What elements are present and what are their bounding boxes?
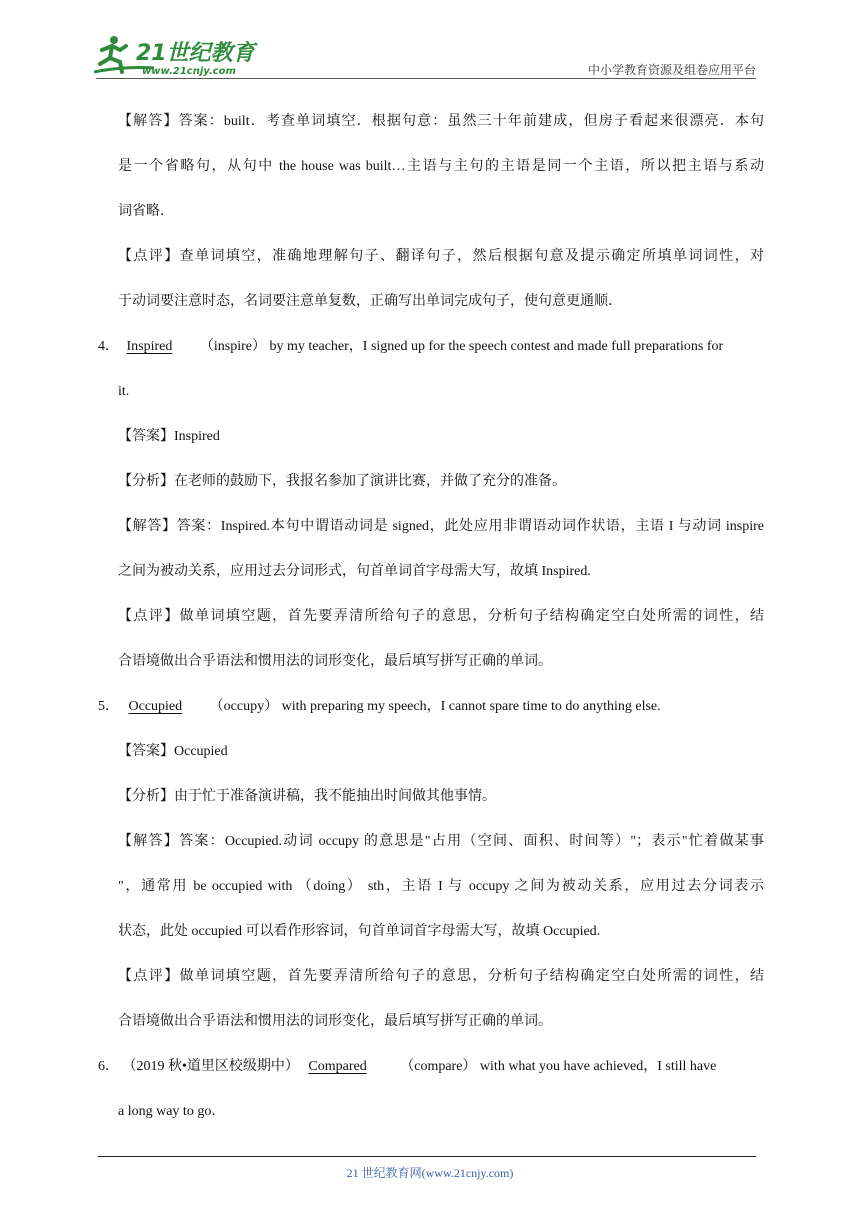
svg-text:21世纪教育: 21世纪教育 <box>136 41 255 66</box>
question-5-stem <box>98 697 661 717</box>
answer-blank: Compared <box>308 1059 367 1074</box>
q4-analysis: 【分析】在老师的鼓励下，我报名参加了演讲比赛，并做了充分的准备。 <box>118 474 566 489</box>
footer-divider <box>98 1156 756 1157</box>
q5-jieda-line2: "，通常用 be occupied with （doing） sth，主语 I 与 occupy 之间为被动关系，应用过去分词表示 <box>118 879 764 894</box>
q4-dianping-line1: 【点评】做单词填空题，首先要弄清所给句子的意思，分析句子结构确定空白处所需的词性，结 <box>118 609 764 624</box>
question-number: 6． <box>98 1059 119 1074</box>
q5-jieda-line3: 状态，此处 occupied 可以看作形容词，句首单词首字母需大写，故填 Occupied. <box>118 924 601 939</box>
q4-answer: 【答案】Inspired <box>118 429 220 444</box>
q4-jieda-line2: 之间为被动关系，应用过去分词形式，句首单词首字母需大写，故填 Inspired. <box>118 564 591 579</box>
question-number: 5． <box>98 699 119 714</box>
page-header <box>0 0 860 82</box>
q3-jieda-line3: 词省略． <box>118 204 174 219</box>
answer-blank: Occupied <box>128 699 183 714</box>
q5-jieda-line1: 【解答】答案：Occupied.动词 occupy 的意思是"占用（空间、面积、时间等）"；表示"忙着做某事 <box>118 834 764 849</box>
svg-text:www.21cnjy.com: www.21cnjy.com <box>142 66 236 77</box>
q4-jieda-line1: 【解答】答案：Inspired.本句中谓语动词是 signed，此处应用非谓语动词作状语，主语 I 与动词 inspire <box>118 519 764 534</box>
runner-logo-icon <box>94 34 264 78</box>
question-source: （2019 秋•道里区校级期中） <box>122 1059 299 1074</box>
q3-jieda-line1: 【解答】答案：built．考查单词填空．根据句意：虽然三十年前建成，但房子看起来很漂亮．本句 <box>118 114 764 129</box>
header-divider <box>96 78 756 79</box>
q5-analysis: 【分析】由于忙于准备演讲稿，我不能抽出时间做其他事情。 <box>118 789 496 804</box>
q4-dianping-line2: 合语境做出合乎语法和惯用法的词形变化，最后填写拼写正确的单词。 <box>118 654 552 669</box>
site-name: 中小学教育资源及组卷应用平台 <box>587 63 756 77</box>
logo-21cnjy[interactable] <box>94 34 264 78</box>
q5-dianping-line2: 合语境做出合乎语法和惯用法的词形变化，最后填写拼写正确的单词。 <box>118 1014 552 1029</box>
q3-dianping-line2: 于动词要注意时态，名词要注意单复数，正确写出单词完成句子，使句意更通顺． <box>118 294 622 309</box>
question-4-stem-line2: it. <box>118 384 130 399</box>
question-text: （compare） with what you have achieved，I still have <box>400 1059 717 1074</box>
footer-link[interactable]: 21 世纪教育网(www.21cnjy.com) <box>346 1166 514 1180</box>
question-4-stem <box>98 337 723 357</box>
question-6-stem-line2: a long way to go． <box>118 1104 226 1119</box>
q3-dianping-line1: 【点评】查单词填空，准确地理解句子、翻译句子，然后根据句意及提示确定所填单词词性，对 <box>118 249 764 264</box>
q3-jieda-line2: 是一个省略句，从句中 the house was built…主语与主句的主语是同一个主语，所以把主语与系动 <box>118 159 764 174</box>
question-number: 4． <box>98 339 119 354</box>
question-6-stem <box>98 1057 716 1077</box>
question-text: （occupy） with preparing my speech，I cannot spare time to do anything else. <box>209 699 661 714</box>
q5-answer: 【答案】Occupied <box>118 744 228 759</box>
q5-dianping-line1: 【点评】做单词填空题，首先要弄清所给句子的意思，分析句子结构确定空白处所需的词性，结 <box>118 969 764 984</box>
answer-blank: Inspired <box>126 339 173 354</box>
question-text: （inspire） by my teacher，I signed up for the speech contest and made full preparations for <box>199 339 724 354</box>
